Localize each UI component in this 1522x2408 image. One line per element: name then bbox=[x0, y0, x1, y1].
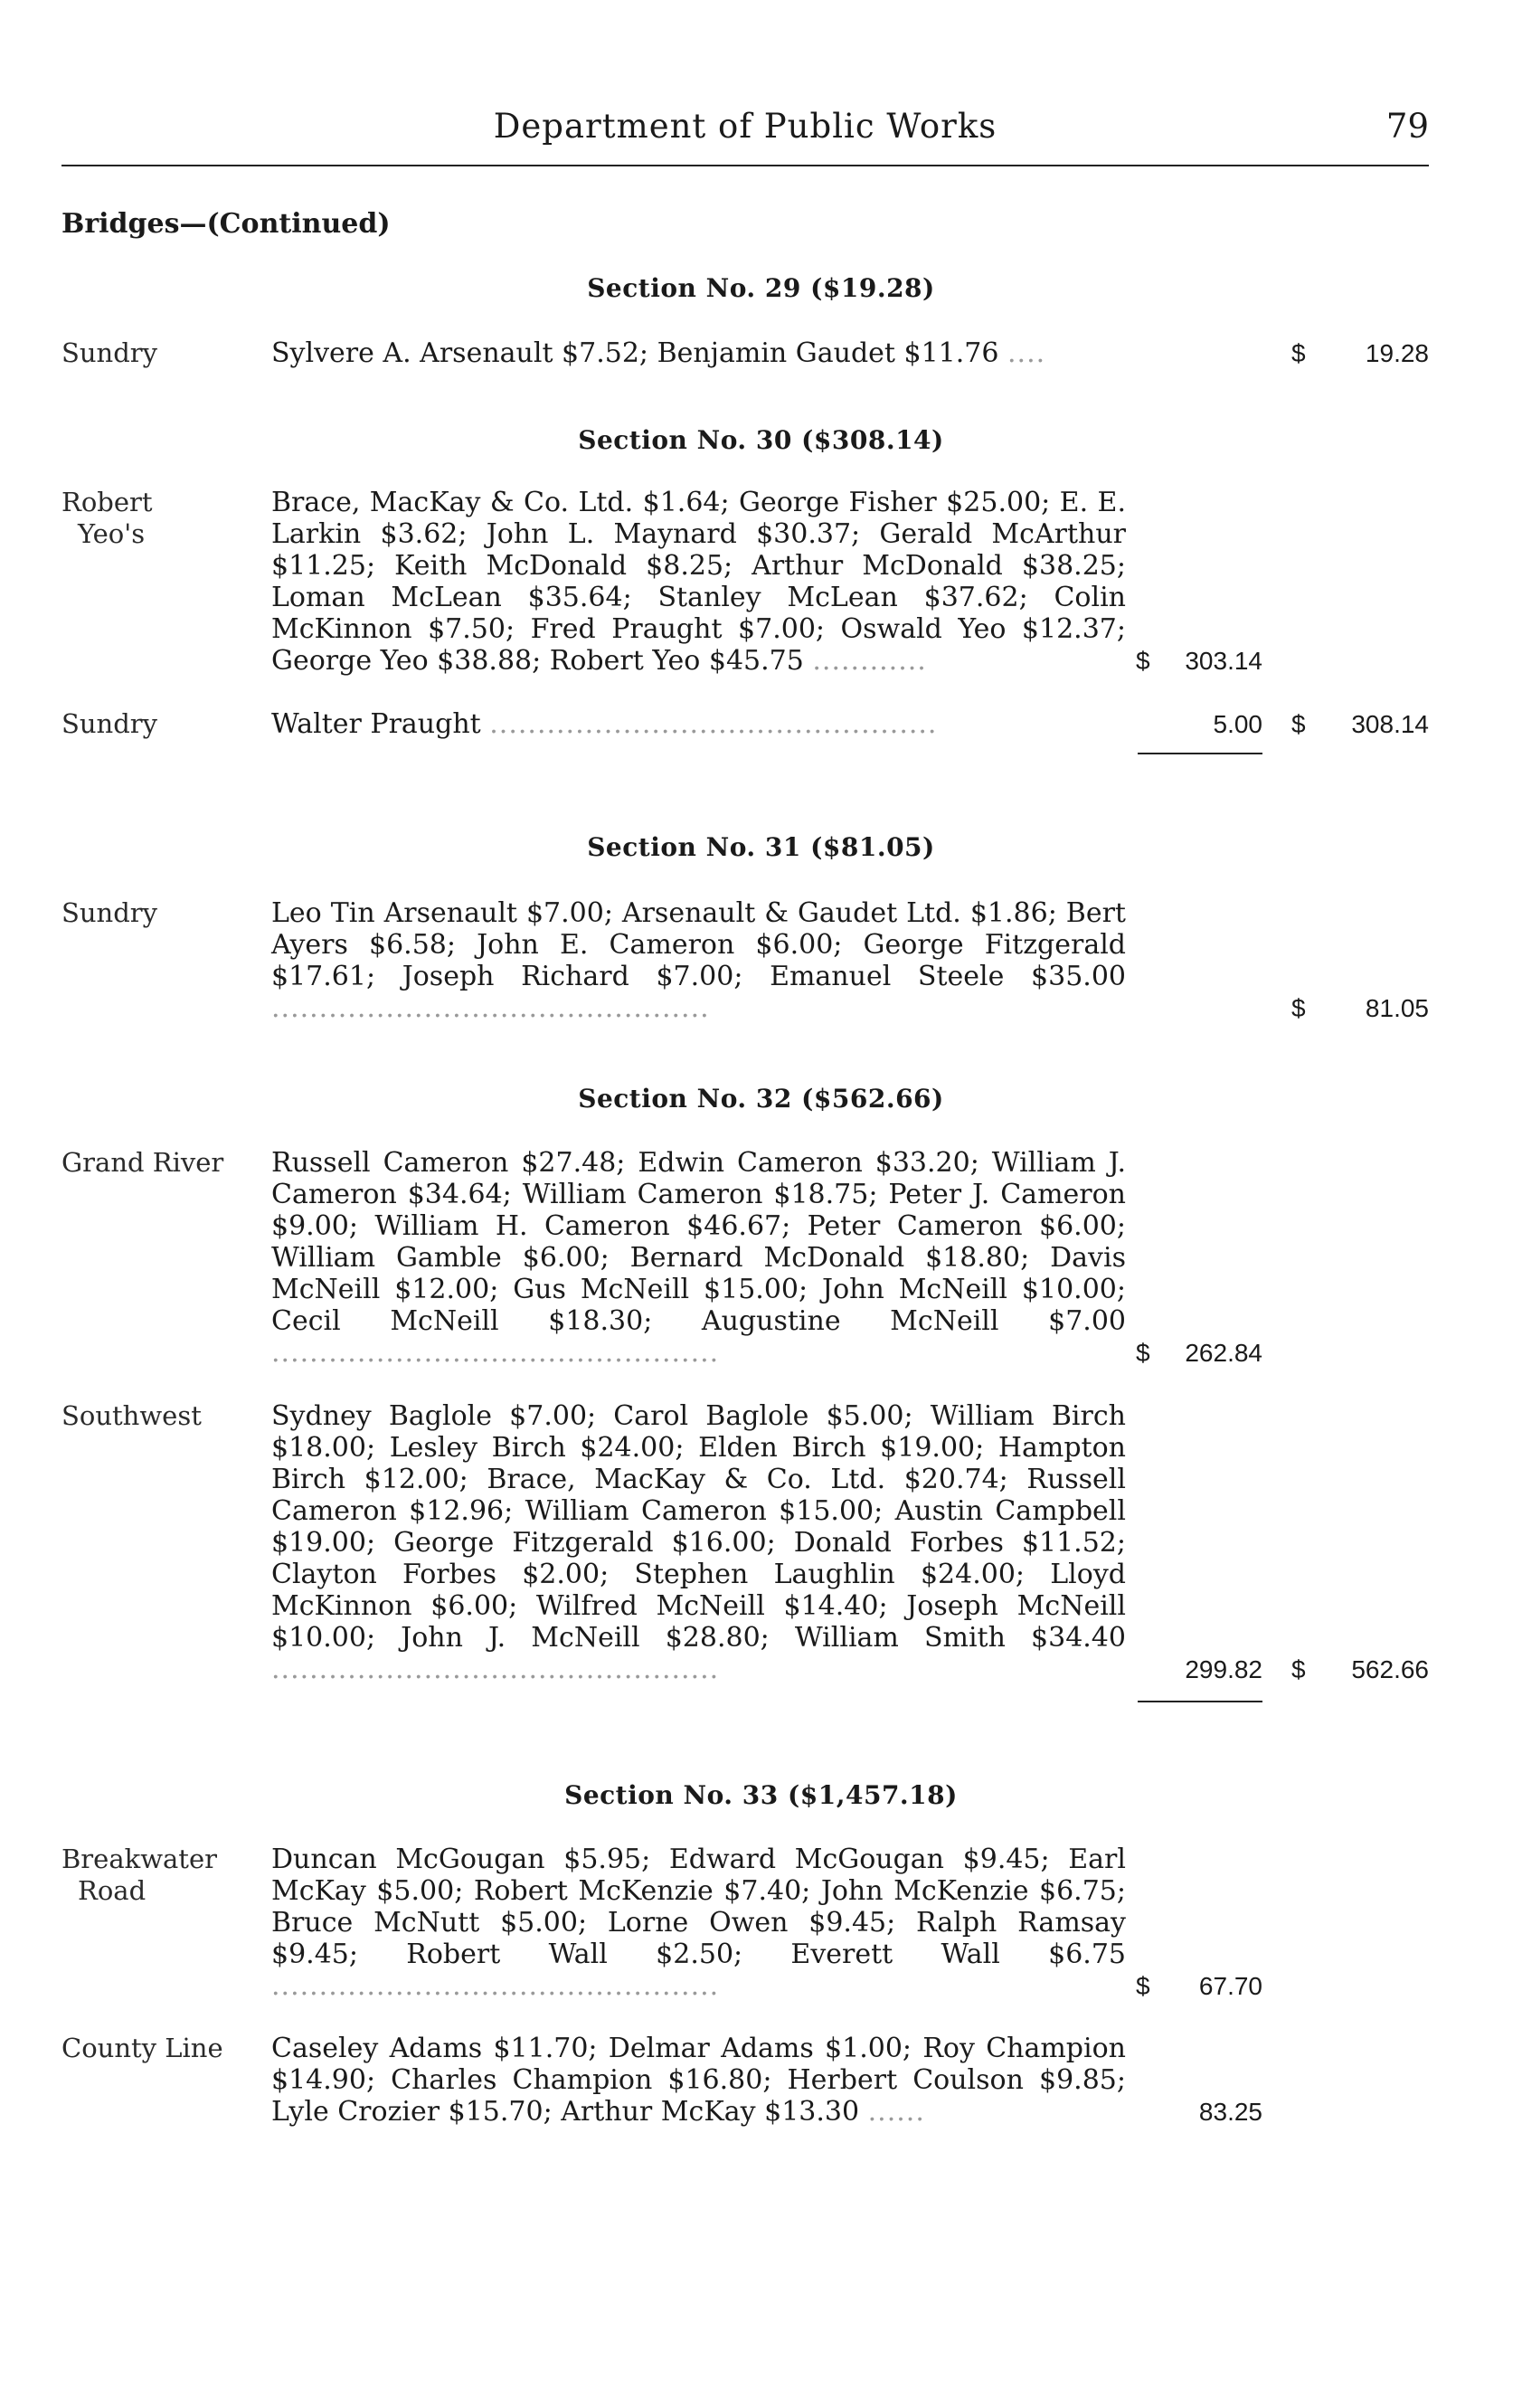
entry-location: Sundry bbox=[61, 337, 158, 368]
entry-subtotal: 67.70 bbox=[1198, 1972, 1262, 2000]
entry-text: Sylvere A. Arsenault $7.52; Benjamin Gaudet $11.76 .... bbox=[271, 337, 1046, 369]
entry-subtotal: 299.82 bbox=[1185, 1655, 1262, 1683]
dollar-sign: $ bbox=[1136, 1972, 1150, 2000]
dollar-sign: $ bbox=[1291, 994, 1306, 1022]
total-rule bbox=[1138, 1701, 1262, 1702]
entry-subtotal: 303.14 bbox=[1185, 647, 1262, 675]
page-header bbox=[61, 107, 1429, 166]
dollar-sign: $ bbox=[1136, 647, 1150, 675]
section-title-33: Section No. 33 ($1,457.18) bbox=[564, 1780, 958, 1810]
entry-location: Breakwater Road bbox=[61, 1844, 217, 1906]
entry-text: Russell Cameron $27.48; Edwin Cameron $33.20; William J. Cameron $34.64; William Cameron $18.75; Peter J. Cameron $9.00; William H. Cameron $46.67; Peter Cameron $6.00; William Gamble $6.00; Bernard McDonald $18.80; Davis McNeill $12.00; Gus McNeill $15.00; John McNeill $10.00; Cecil McNeill $18.30; Augustine McNeill $7.00 ............................................... bbox=[271, 1147, 1126, 1369]
section-title-29: Section No. 29 ($19.28) bbox=[587, 273, 935, 303]
dollar-sign: $ bbox=[1291, 339, 1306, 367]
entry-text: Walter Praught ............................................... bbox=[271, 708, 938, 740]
leader-dots: .............................................. bbox=[271, 992, 710, 1024]
entry-text: Leo Tin Arsenault $7.00; Arsenault & Gaudet Ltd. $1.86; Bert Ayers $6.58; John E. Cameron $6.00; George Fitzgerald $17.61; Joseph Richard $7.00; Emanuel Steele $35.00 .............................................. bbox=[271, 897, 1126, 1024]
leader-dots: ............................................... bbox=[271, 1337, 720, 1369]
page-number: 79 bbox=[1385, 107, 1429, 146]
entry-subtotal: 5.00 bbox=[1213, 710, 1262, 738]
dollar-sign: $ bbox=[1291, 1655, 1306, 1683]
total-rule bbox=[1138, 753, 1262, 754]
leader-dots: .... bbox=[1007, 337, 1046, 369]
dollar-sign: $ bbox=[1291, 710, 1306, 738]
entry-text: Caseley Adams $11.70; Delmar Adams $1.00; Roy Champion $14.90; Charles Champion $16.80; Herbert Coulson $9.85; Lyle Crozier $15.70; Arthur McKay $13.30 ...... bbox=[271, 2033, 1126, 2128]
page-title: Department of Public Works bbox=[493, 107, 997, 146]
section-title-30: Section No. 30 ($308.14) bbox=[578, 425, 944, 455]
entry-location: Robert Yeo's bbox=[61, 487, 153, 549]
leader-dots: ............................................... bbox=[489, 708, 938, 740]
entry-total: 19.28 bbox=[1365, 339, 1429, 367]
entry-location: Sundry bbox=[61, 897, 158, 928]
section-title-32: Section No. 32 ($562.66) bbox=[578, 1084, 944, 1114]
entry-total: 308.14 bbox=[1351, 710, 1429, 738]
bridges-heading: Bridges—(Continued) bbox=[61, 208, 391, 240]
entry-text: Sydney Baglole $7.00; Carol Baglole $5.00; William Birch $18.00; Lesley Birch $24.00; Elden Birch $19.00; Hampton Birch $12.00; Brace, MacKay & Co. Ltd. $20.74; Russell Cameron $12.96; William Cameron $15.00; Austin Campbell $19.00; George Fitzgerald $16.00; Donald Forbes $11.52; Clayton Forbes $2.00; Stephen Laughlin $24.00; Lloyd McKinnon $6.00; Wilfred McNeill $14.40; Joseph McNeill $10.00; John J. McNeill $28.80; William Smith $34.40 ............................................... bbox=[271, 1400, 1126, 1685]
leader-dots: ............ bbox=[812, 645, 927, 677]
entry-text: Duncan McGougan $5.95; Edward McGougan $9.45; Earl McKay $5.00; Robert McKenzie $7.40; John McKenzie $6.75; Bruce McNutt $5.00; Lorne Owen $9.45; Ralph Ramsay $9.45; Robert Wall $2.50; Everett Wall $6.75 ............................................... bbox=[271, 1844, 1126, 2002]
leader-dots: ...... bbox=[867, 2096, 925, 2128]
dollar-sign: $ bbox=[1136, 1339, 1150, 1367]
entry-location: Sundry bbox=[61, 708, 158, 739]
entry-total: 81.05 bbox=[1365, 994, 1429, 1022]
entry-location: Grand River bbox=[61, 1147, 224, 1178]
section-title-31: Section No. 31 ($81.05) bbox=[587, 832, 935, 862]
entry-subtotal: 262.84 bbox=[1185, 1339, 1262, 1367]
entry-location: County Line bbox=[61, 2033, 223, 2063]
entry-subtotal: 83.25 bbox=[1198, 2098, 1262, 2126]
entry-location: Southwest bbox=[61, 1400, 202, 1431]
entry-total: 562.66 bbox=[1351, 1655, 1429, 1683]
entry-text: Brace, MacKay & Co. Ltd. $1.64; George Fisher $25.00; E. E. Larkin $3.62; John L. Maynard $30.37; Gerald McArthur $11.25; Keith McDonald $8.25; Arthur McDonald $38.25; Loman McLean $35.64; Stanley McLean $37.62; Colin McKinnon $7.50; Fred Praught $7.00; Oswald Yeo $12.37; George Yeo $38.88; Robert Yeo $45.75 ............ bbox=[271, 487, 1126, 677]
leader-dots: ............................................... bbox=[271, 1654, 720, 1685]
leader-dots: ............................................... bbox=[271, 1970, 720, 2002]
